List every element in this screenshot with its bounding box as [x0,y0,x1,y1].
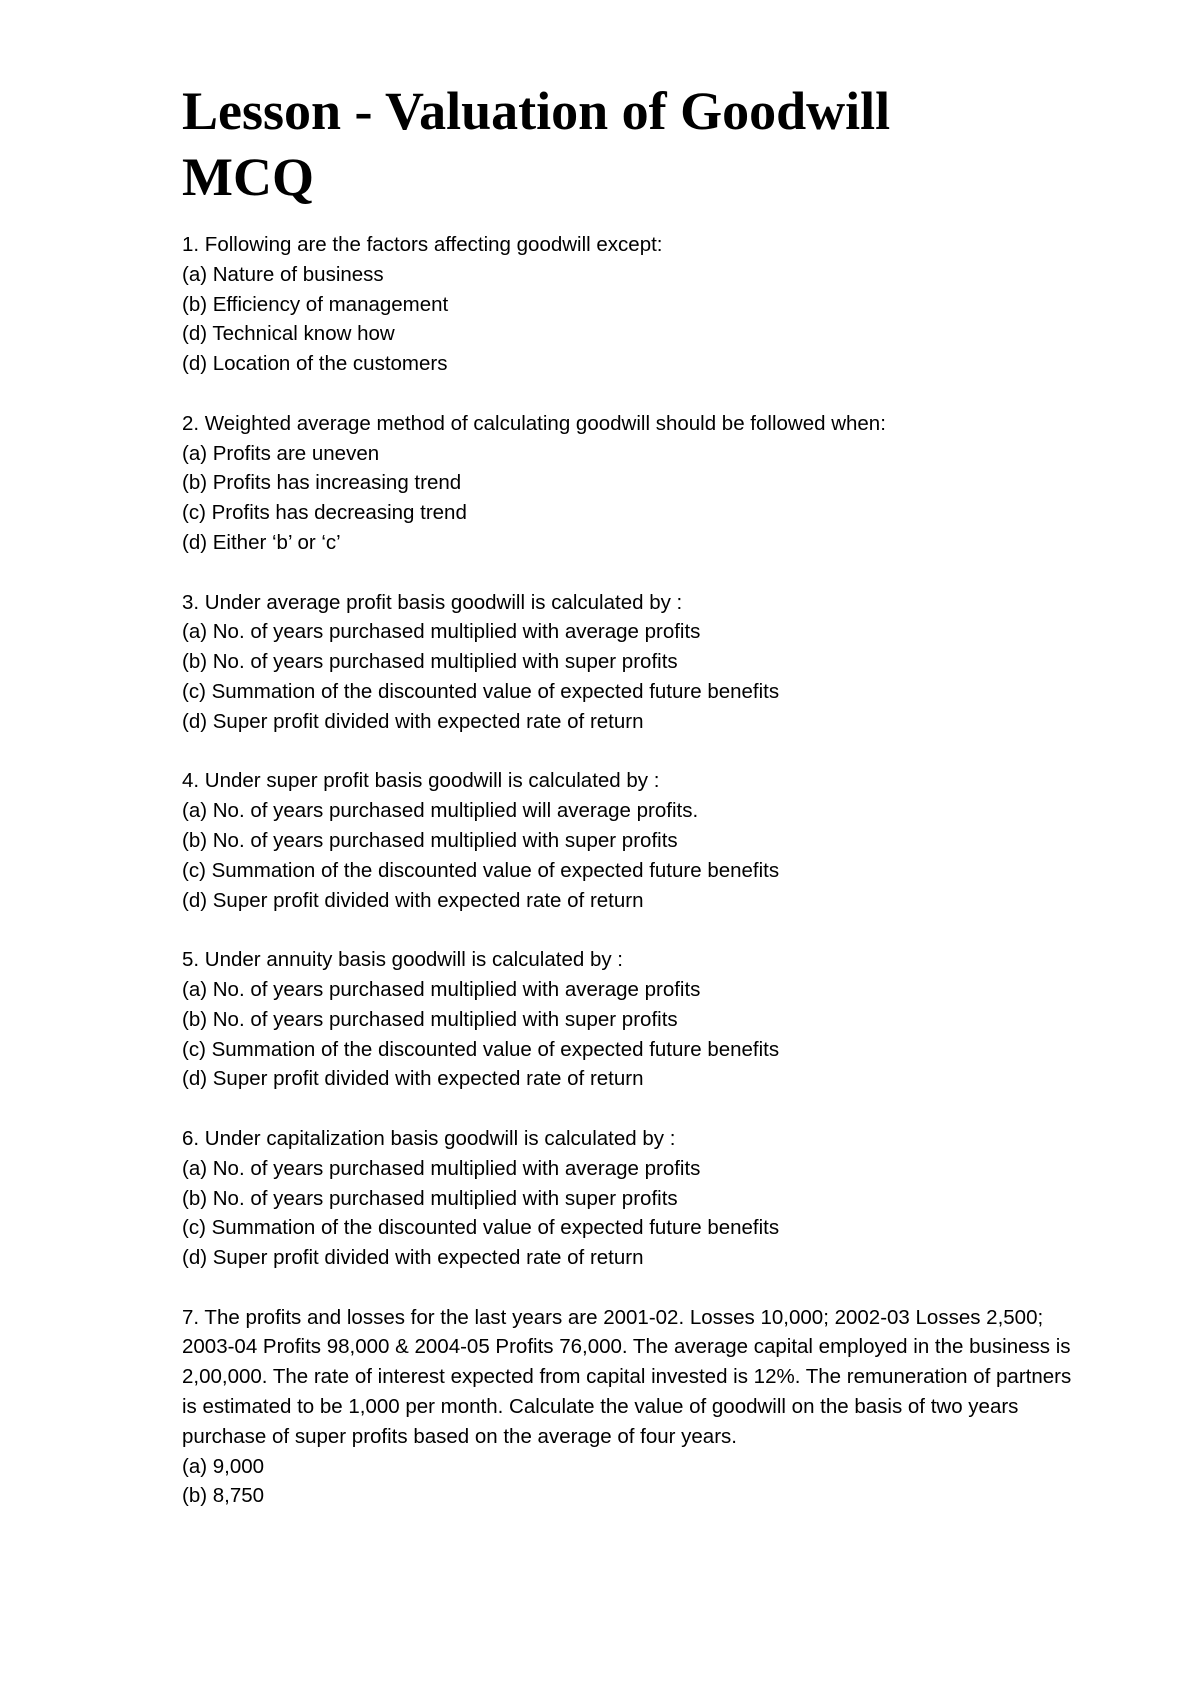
question-5 [182,945,1082,1094]
option-b: (b) No. of years purchased multiplied with super profits [182,650,678,674]
question-2 [182,409,1082,558]
option-a: (a) No. of years purchased multiplied with average profits [182,620,701,644]
option-c: (c) Summation of the discounted value of expected future benefits [182,1037,780,1061]
option-b: (b) 8,750 [182,1484,265,1508]
option-c: (c) Profits has decreasing trend [182,501,467,525]
document-content [182,78,1082,1541]
option-d: (d) Super profit divided with expected rate of return [182,1246,644,1270]
question-text: 2. Weighted average method of calculating goodwill should be followed when: [182,411,886,435]
option-d: (d) Location of the customers [182,352,448,376]
question-text: 7. The profits and losses for the last years are 2001-02. Losses 10,000; 2002-03 Losses 2,500; 2003-04 Profits 98,000 & 2004-05 Profits 76,000. The average capital employed in the business is 2,00,000. The rate of interest expected from capital invested is 12%. The remuneration of partners is estimated to be 1,000 per month. Calculate the value of goodwill on the basis of two years purchase of super profits based on the average of four years. [182,1305,1072,1448]
option-d: (d) Either ‘b’ or ‘c’ [182,530,341,554]
option-a: (a) Profits are uneven [182,441,380,465]
title-line-2: MCQ [182,147,314,207]
question-text: 5. Under annuity basis goodwill is calculated by : [182,948,623,972]
option-a: (a) No. of years purchased multiplied with average profits [182,1156,701,1180]
question-text: 1. Following are the factors affecting goodwill except: [182,233,663,256]
option-b: (b) No. of years purchased multiplied with super profits [182,1007,678,1031]
option-d: (d) Super profit divided with expected rate of return [182,1067,644,1091]
question-text: 4. Under super profit basis goodwill is calculated by : [182,769,660,793]
question-6 [182,1124,1082,1273]
option-c: (c) Summation of the discounted value of expected future benefits [182,679,780,703]
option-c: (c) Summation of the discounted value of expected future benefits [182,1216,780,1240]
question-4 [182,766,1082,915]
title-line-1: Lesson - Valuation of Goodwill [182,81,891,141]
option-a: (a) Nature of business [182,262,384,286]
page-title [182,78,1082,210]
question-7 [182,1303,1082,1512]
option-a: (a) 9,000 [182,1454,265,1478]
question-text: 6. Under capitalization basis goodwill is calculated by : [182,1126,676,1150]
option-d: (d) Super profit divided with expected rate of return [182,709,644,733]
option-a: (a) No. of years purchased multiplied will average profits. [182,799,699,823]
question-3 [182,588,1082,737]
option-b: (b) No. of years purchased multiplied with super profits [182,828,678,852]
question-1 [182,230,1082,379]
option-c: (c) Summation of the discounted value of expected future benefits [182,858,780,882]
option-b: (b) No. of years purchased multiplied with super profits [182,1186,678,1210]
option-a: (a) No. of years purchased multiplied with average profits [182,977,701,1001]
option-b: (b) Profits has increasing trend [182,471,462,495]
option-c: (d) Technical know how [182,322,395,346]
option-b: (b) Efficiency of management [182,292,449,316]
option-d: (d) Super profit divided with expected rate of return [182,888,644,912]
question-text: 3. Under average profit basis goodwill is calculated by : [182,590,683,614]
